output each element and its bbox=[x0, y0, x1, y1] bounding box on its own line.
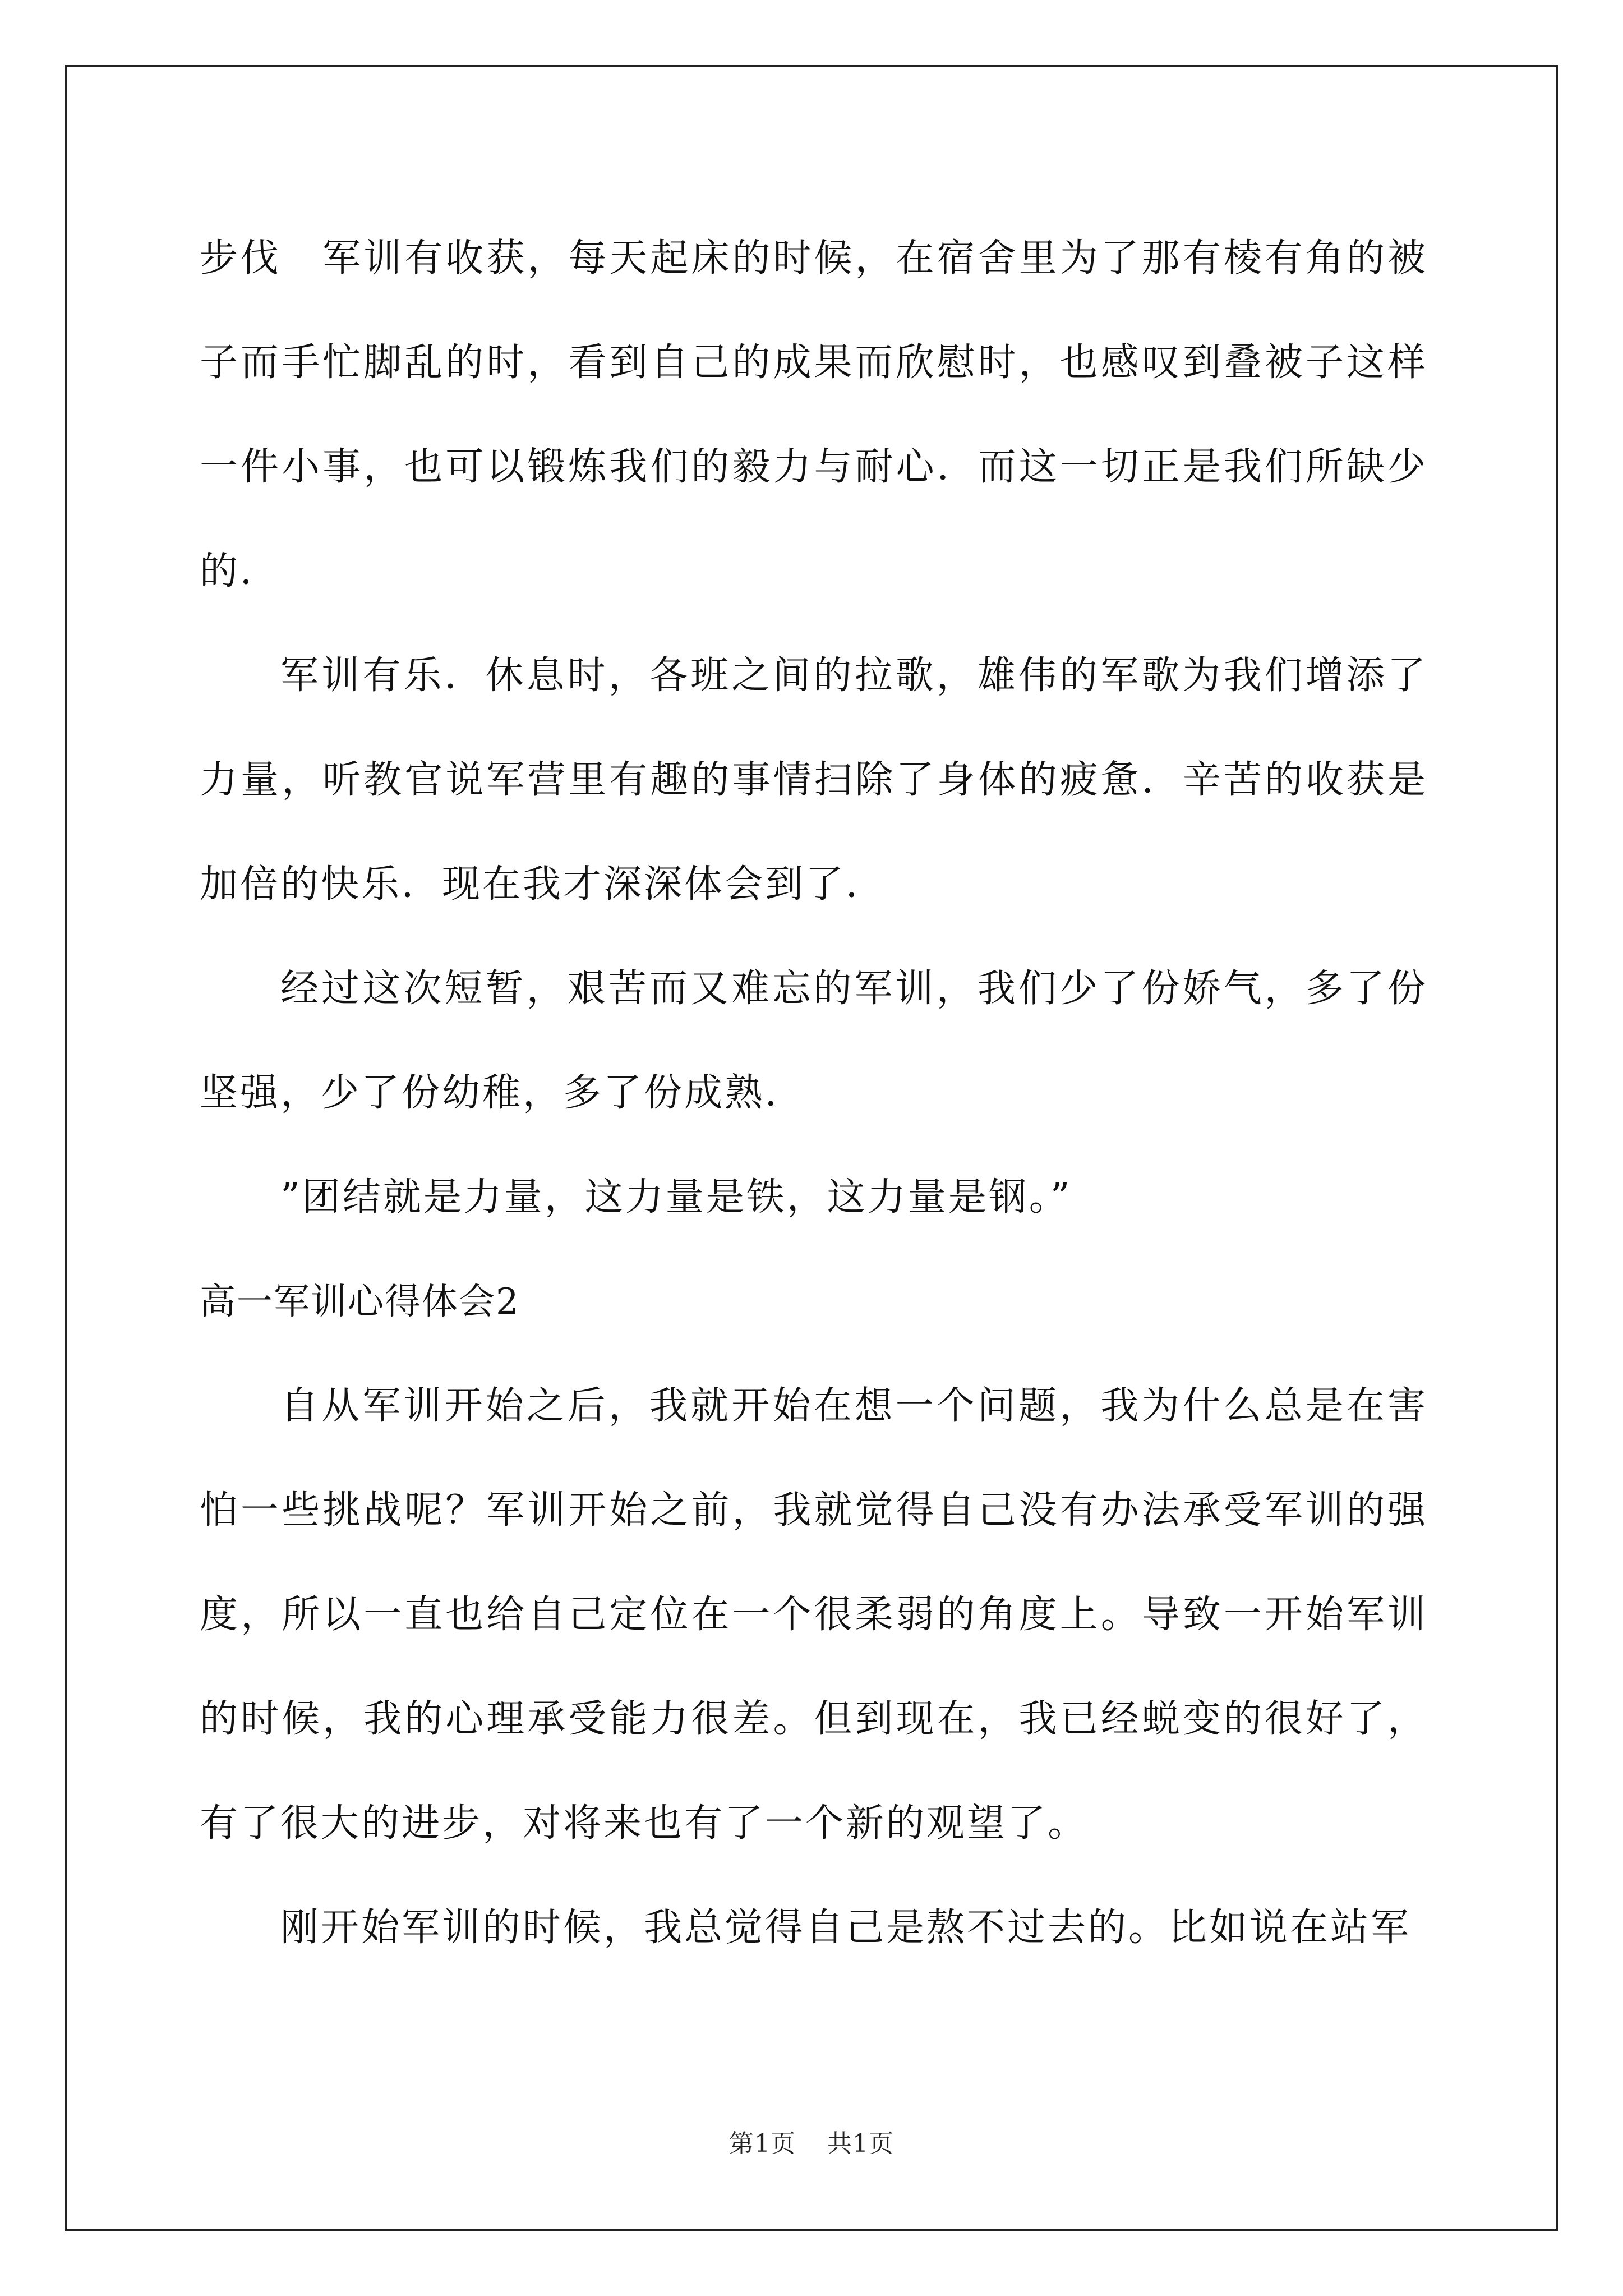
paragraph-3: 经过这次短暂，艰苦而又难忘的军训，我们少了份娇气，多了份坚强，少了份幼稚，多了份成熟． bbox=[200, 967, 1428, 1115]
paragraph-2: 军训有乐．休息时，各班之间的拉歌，雄伟的军歌为我们增添了力量，听教官说军营里有趣的事情扫除了身体的疲惫．辛苦的收获是加倍的快乐．现在我才深深体会到了． bbox=[200, 654, 1428, 907]
paragraph-5: 自从军训开始之后，我就开始在想一个问题，我为什么总是在害怕一些挑战呢？军训开始之前，我就觉得自己没有办法承受军训的强度，所以一直也给自己定位在一个很柔弱的角度上。导致一开始军训的时候，我的心理承受能力很差。但到现在，我已经蜕变的很好了，有了很大的进步，对将来也有了一个新的观望了。 bbox=[200, 1384, 1428, 1846]
page-number: 第1页 bbox=[729, 2129, 796, 2158]
paragraph-6: 刚开始军训的时候，我总觉得自己是熬不过去的。比如说在站军 bbox=[280, 1906, 1412, 1950]
page-footer bbox=[0, 2123, 1623, 2159]
paragraph-4: ”团结就是力量，这力量是铁，这力量是钢。” bbox=[280, 1175, 1072, 1220]
page-total: 共1页 bbox=[827, 2129, 894, 2158]
section-heading: 高一军训心得体会2 bbox=[200, 1281, 520, 1323]
paragraph-1: 步伐 军训有收获，每天起床的时候，在宿舍里为了那有棱有角的被子而手忙脚乱的时，看到自己的成果而欣慰时，也感叹到叠被子这样一件小事，也可以锻炼我们的毅力与耐心．而这一切正是我们所缺少的． bbox=[200, 236, 1428, 593]
document-body bbox=[200, 206, 1428, 1980]
